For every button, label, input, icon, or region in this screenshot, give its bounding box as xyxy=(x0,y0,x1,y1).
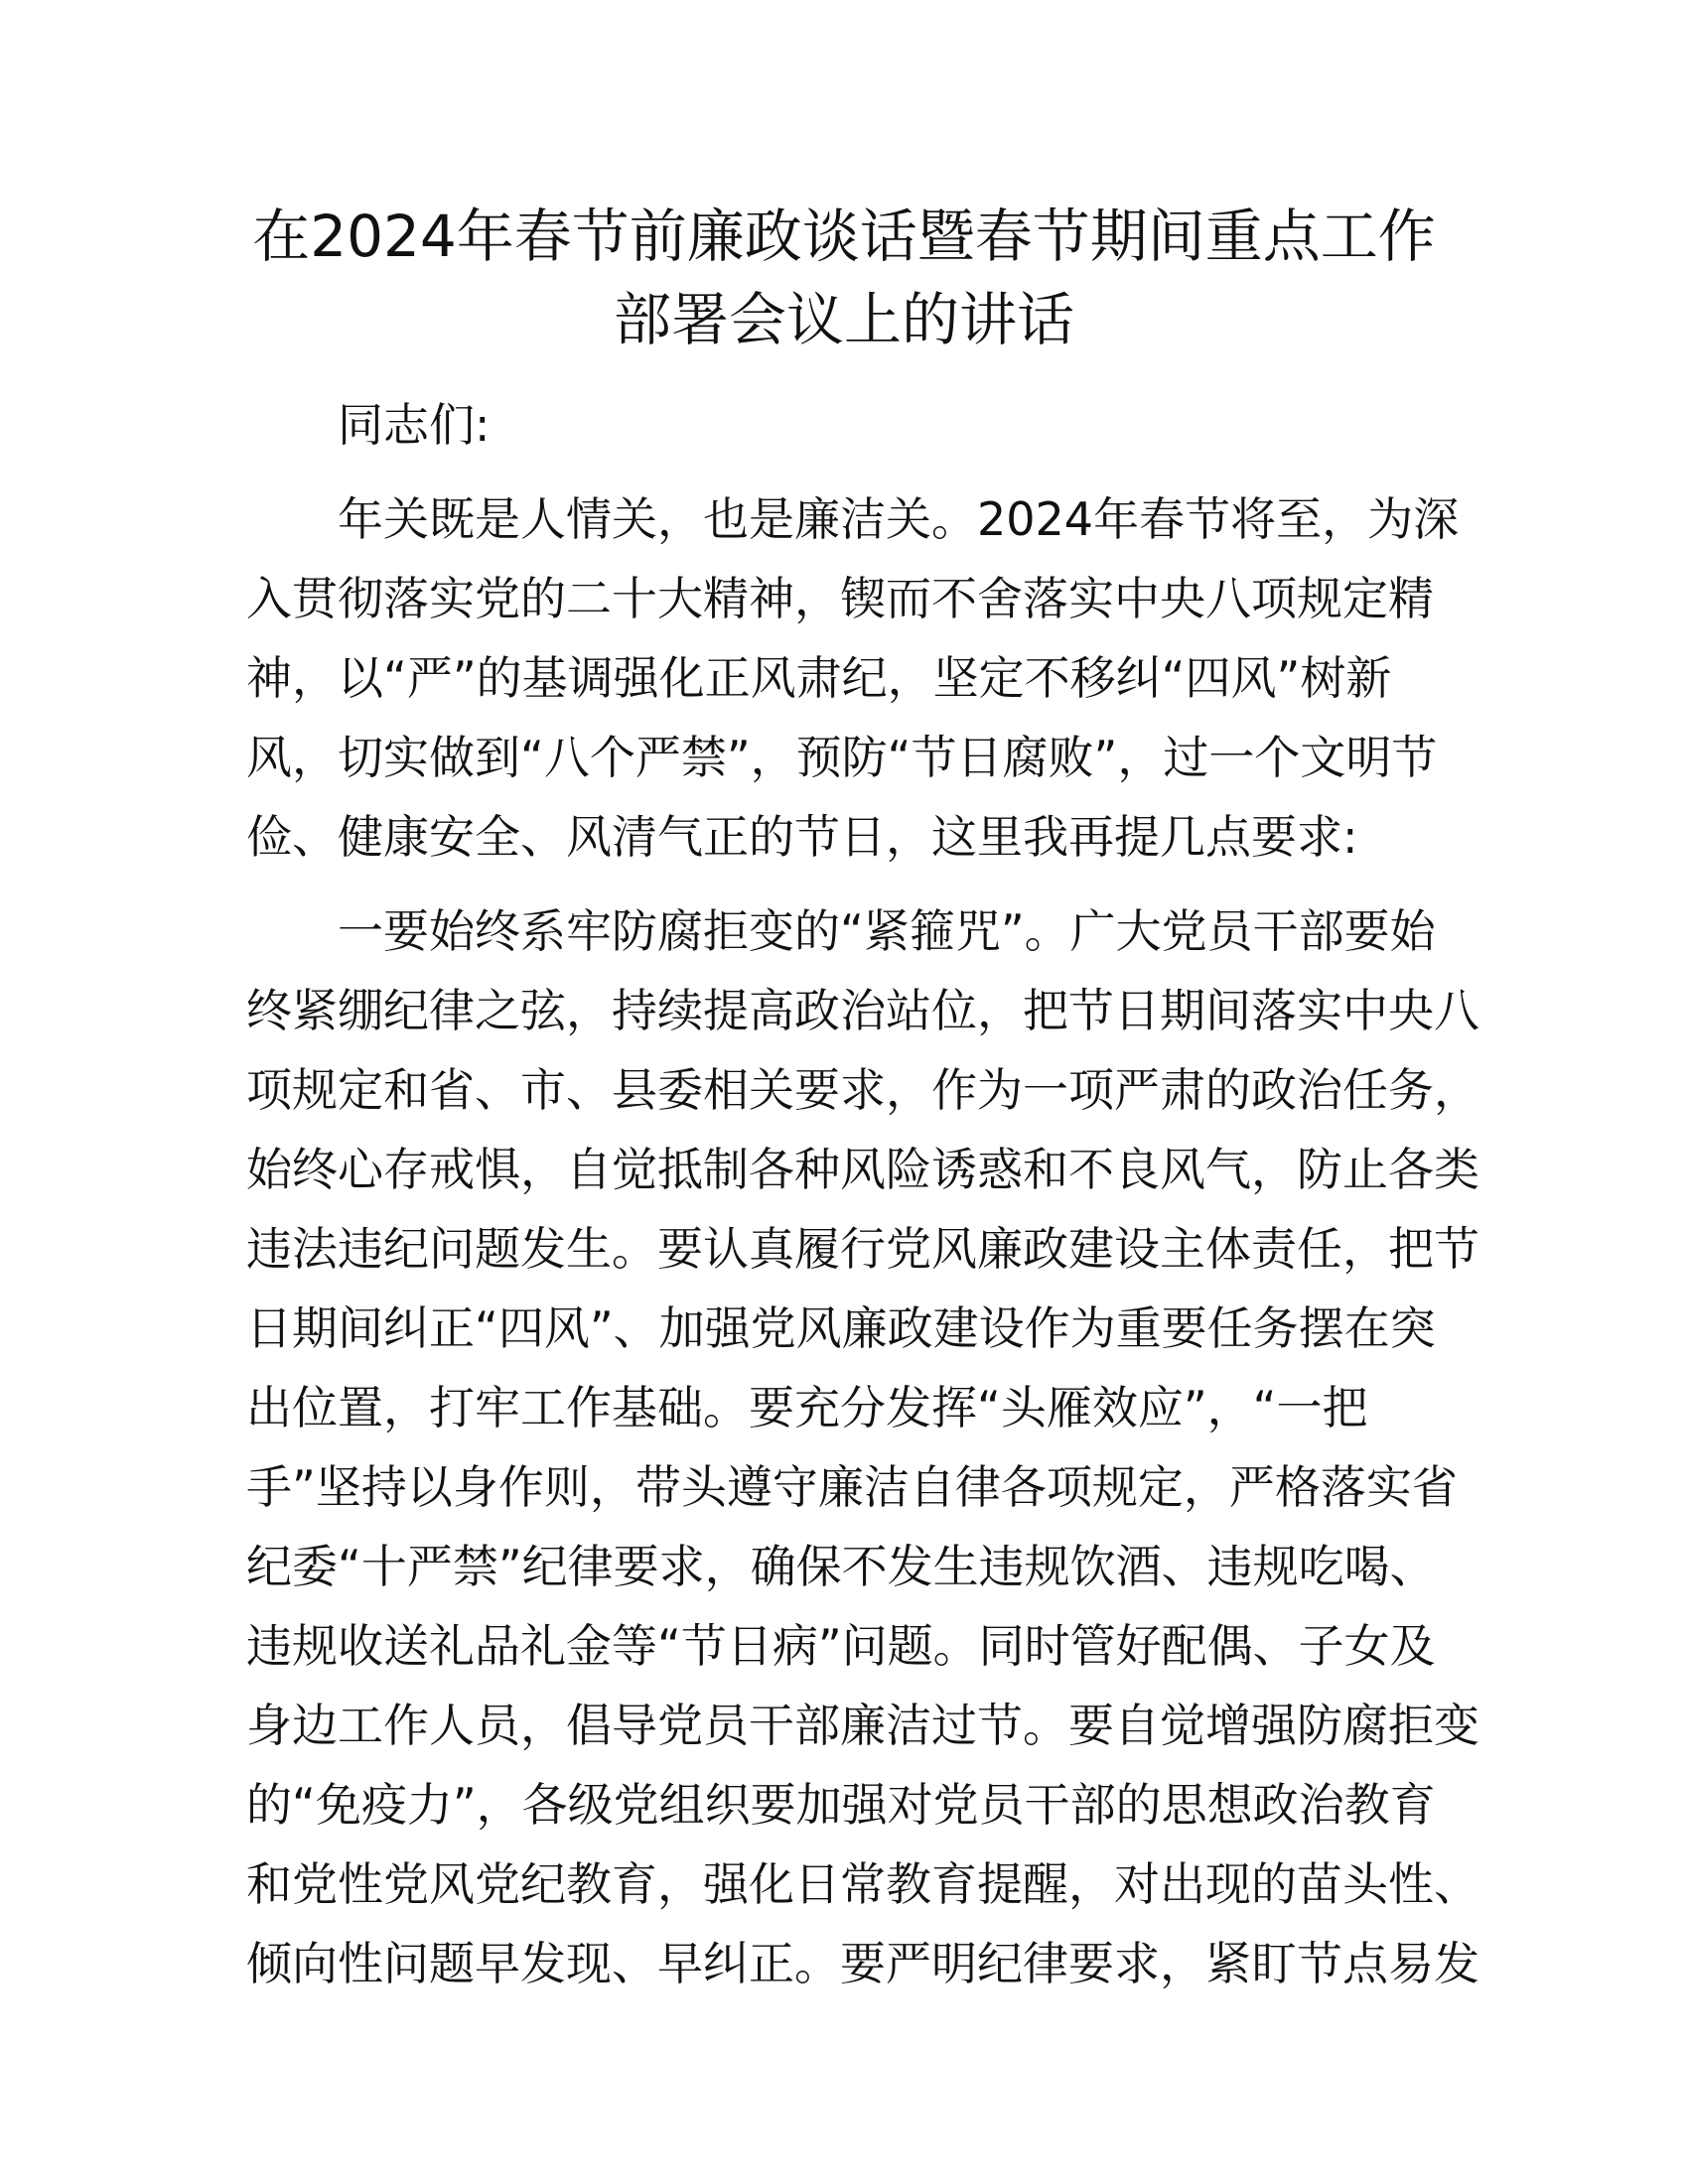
salutation-paragraph xyxy=(246,385,1438,465)
title-line: 部署会议上的讲话 xyxy=(613,286,1074,353)
text-line: 一要始终系牢防腐拒变的“紧箍咒”。广大党员干部要始 xyxy=(338,904,1436,958)
text-line: 违法违纪问题发生。要认真履行党风廉政建设主体责任，把节 xyxy=(246,1222,1479,1276)
text-line: 身边工作人员，倡导党员干部廉洁过节。要自觉增强防腐拒变 xyxy=(246,1699,1479,1752)
text-line: 手”坚持以身作则，带头遵守廉洁自律各项规定，严格落实省 xyxy=(246,1460,1458,1514)
text-line: 俭、健康安全、风清气正的节日，这里我再提几点要求: xyxy=(246,810,1358,864)
text-line: 终紧绷纪律之弦，持续提高政治站位，把节日期间落实中央八 xyxy=(246,984,1479,1037)
text-line: 日期间纠正“四风”、加强党风廉政建设作为重要任务摆在突 xyxy=(246,1301,1436,1355)
text-line: 始终心存戒惧，自觉抵制各种风险诱惑和不良风气，防止各类 xyxy=(246,1143,1479,1196)
document-title xyxy=(238,195,1450,361)
requirement-paragraph xyxy=(246,891,1479,2003)
text-line: 纪委“十严禁”纪律要求，确保不发生违规饮酒、违规吃喝、 xyxy=(246,1540,1436,1593)
text-line: 神，以“严”的基调强化正风肃纪，坚定不移纠“四风”树新 xyxy=(246,651,1392,705)
salutation: 同志们: xyxy=(338,398,491,452)
title-line: 在2024年春节前廉政谈话暨春节期间重点工作 xyxy=(252,203,1436,270)
text-line: 年关既是人情关，也是廉洁关。2024年春节将至，为深 xyxy=(338,492,1460,546)
document-body xyxy=(246,385,1479,2018)
text-line: 倾向性问题早发现、早纠正。要严明纪律要求，紧盯节点易发 xyxy=(246,1937,1479,1990)
text-line: 项规定和省、市、县委相关要求，作为一项严肃的政治任务， xyxy=(246,1063,1479,1117)
intro-paragraph xyxy=(246,479,1460,877)
text-line: 和党性党风党纪教育，强化日常教育提醒，对出现的苗头性、 xyxy=(246,1857,1479,1911)
text-line: 的“免疫力”，各级党组织要加强对党员干部的思想政治教育 xyxy=(246,1778,1436,1832)
text-line: 风，切实做到“八个严禁”，预防“节日腐败”，过一个文明节 xyxy=(246,731,1438,784)
text-line: 入贯彻落实党的二十大精神，锲而不舍落实中央八项规定精 xyxy=(246,572,1434,625)
text-line: 出位置，打牢工作基础。要充分发挥“头雁效应”，“一把 xyxy=(246,1381,1368,1434)
text-line: 违规收送礼品礼金等“节日病”问题。同时管好配偶、子女及 xyxy=(246,1619,1436,1673)
